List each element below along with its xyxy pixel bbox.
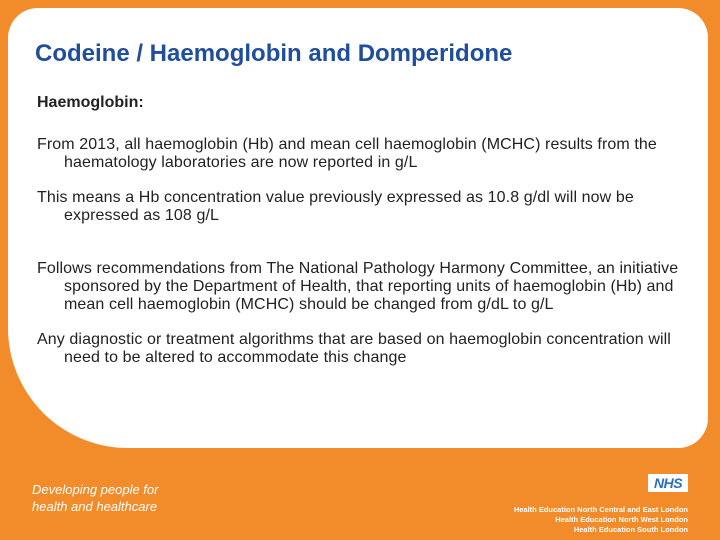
nhs-logo-text: NHS <box>653 475 683 491</box>
nhs-logo <box>648 474 688 492</box>
slide-body <box>37 94 697 367</box>
he-name-1: Health Education North Central and East London <box>513 505 688 514</box>
tagline <box>32 481 158 515</box>
health-education-names <box>514 505 688 535</box>
slide-title: Codeine / Haemoglobin and Domperidone <box>35 40 513 67</box>
tagline-line-2: health and healthcare <box>32 499 158 514</box>
he-name-2: Health Education North West London <box>555 515 688 524</box>
paragraph-2: This means a Hb concentration value previously expressed as 10.8 g/dl will now be expressed as 108 g/L <box>37 189 634 224</box>
paragraph-1: From 2013, all haemoglobin (Hb) and mean cell haemoglobin (MCHC) results from the haematology laboratories are now reported in g/L <box>37 136 657 171</box>
section-heading: Haemoglobin: <box>37 94 144 111</box>
tagline-line-1: Developing people for <box>32 482 159 497</box>
he-name-3: Health Education South London <box>573 525 688 534</box>
paragraph-4: Any diagnostic or treatment algorithms that are based on haemoglobin concentration will need to be altered to accommodate this change <box>37 331 671 366</box>
paragraph-3: Follows recommendations from The National Pathology Harmony Committee, an initiative sponsored by the Department of Health, that reporting units of haemoglobin (Hb) and mean cell haemoglobin (MCHC) should be changed from g/dL to g/L <box>37 260 679 313</box>
